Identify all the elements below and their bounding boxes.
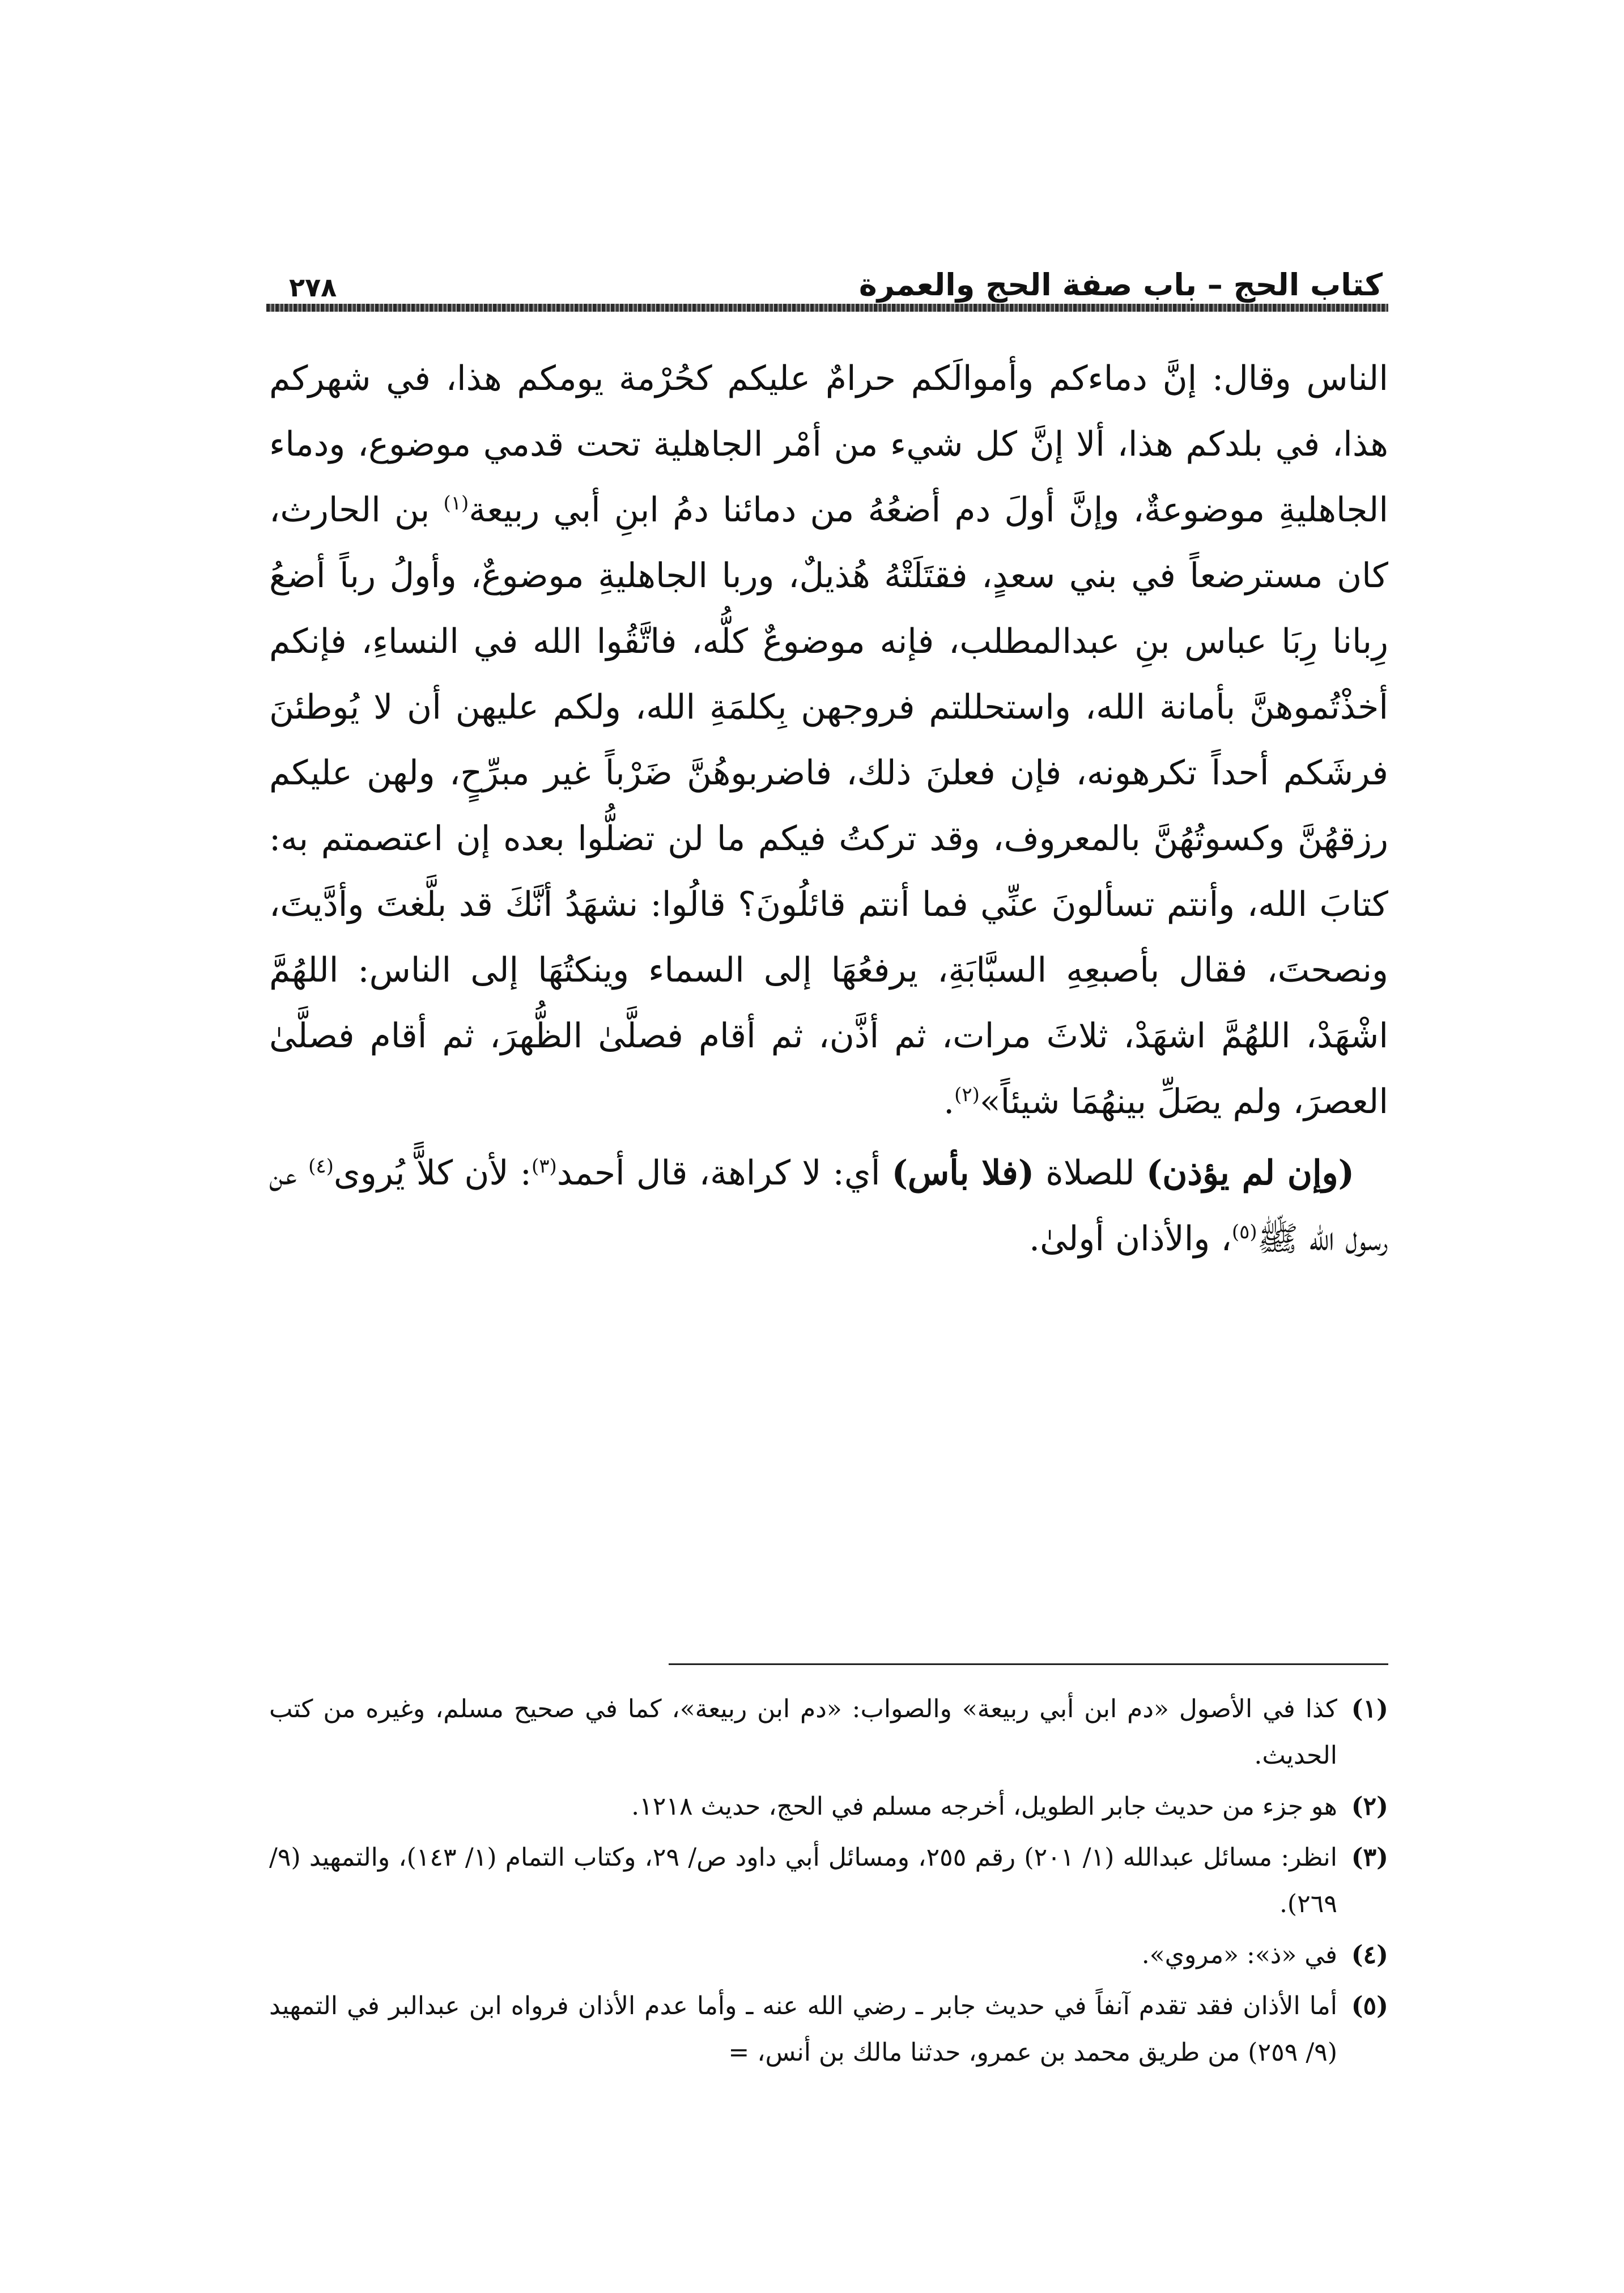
footnote-text: انظر: مسائل عبدالله (١/ ٢٠١) رقم ٢٥٥، ومسائل أبي داود ص/ ٢٩، وكتاب التمام (١/ ١٤٣)، والتمهيد (٩/ ٢٦٩). xyxy=(269,1843,1338,1918)
footnote-number: (١) xyxy=(1351,1695,1388,1723)
footnote-ref-4[interactable]: (٤) xyxy=(308,1155,334,1178)
text-segment: للصلاة xyxy=(1034,1153,1146,1193)
footnote-item xyxy=(269,1983,1388,2076)
footnote-number: (٢) xyxy=(1351,1792,1388,1821)
footnote-text: في «ذ»: «مروي». xyxy=(1141,1940,1337,1969)
text-segment: بن الحارث، كان مسترضعاً في بني سعدٍ، فقتَلَتْهُ هُذيلٌ، وربا الجاهليةِ موضوعٌ، وأولُ رباً أضعُ رِبانا رِبَا عباس بنِ عبدالمطلب، فإنه موضوعٌ كلُّه، فاتَّقُوا الله في النساءِ، فإنكم أخذْتُموهنَّ بأمانة الله، واستحللتم فروجهن بِكلمَةِ الله، ولكم عليهن أن لا يُوطئنَ فرشَكم أحداً تكرهونه، فإن فعلنَ ذلك، فاضربوهُنَّ ضَرْباً غير مبرِّحٍ، ولهن عليكم رزقهُنَّ وكسوتُهُنَّ بالمعروف، وقد تركتُ فيكم ما لن تضلُّوا بعده إن اعتصمتم به: كتابَ الله، وأنتم تسألونَ عنِّي فما أنتم قائلُونَ؟ قالُوا: نشهَدُ أنَّكَ قد بلَّغتَ وأدَّيتَ، ونصحتَ، فقال بأصبعِهِ السبَّابَةِ، يرفعُهَا إلى السماء وينكتُهَا إلى الناس: اللهُمَّ اشْهَدْ، اللهُمَّ اشهَدْ، ثلاثَ مرات، ثم أذَّن، ثم أقام فصلَّىٰ الظُّهرَ، ثم أقام فصلَّىٰ العصرَ، ولم يصَلِّ بينهُمَا شيئاً» xyxy=(269,490,1389,1122)
page-number: ٢٧٨ xyxy=(289,272,337,303)
header-rule xyxy=(266,304,1388,312)
hadith-paragraph xyxy=(269,346,1388,1135)
text-segment: : لأن كلاًّ يُروى xyxy=(333,1153,532,1193)
footnote-item xyxy=(269,1932,1388,1978)
matn-phrase: (فلا بأس) xyxy=(891,1153,1035,1193)
footnote-text: هو جزء من حديث جابر الطويل، أخرجه مسلم في الحج، حديث ١٢١٨. xyxy=(631,1792,1337,1821)
text-segment: أي: لا كراهة، قال أحمد xyxy=(556,1153,892,1193)
footnote-number: (٣) xyxy=(1351,1843,1388,1872)
footnote-ref-2[interactable]: (٢) xyxy=(954,1084,980,1106)
text-segment: . xyxy=(943,1082,955,1122)
footnote-ref-3[interactable]: (٣) xyxy=(531,1155,557,1178)
footnote-separator xyxy=(669,1663,1388,1665)
text-segment: الناس وقال: إنَّ دماءكم وأموالَكم حرامٌ عليكم كحُرْمة يومكم هذا، في شهركم هذا، في بلدكم هذا، ألا إنَّ كل شيء من أمْر الجاهلية تحت قدمي موضوع، ودماء الجاهليةِ موضوعةٌ، وإنَّ أولَ دم أضعُهُ من دمائنا دمُ ابنِ أبي ربيعة xyxy=(269,359,1388,530)
footnotes xyxy=(269,1686,1388,2080)
footnote-text: كذا في الأصول «دم ابن أبي ربيعة» والصواب: «دم ابن ربيعة»، كما في صحيح مسلم، وغيره من كتب الحديث. xyxy=(269,1695,1337,1770)
main-text xyxy=(269,346,1388,1272)
footnote-number: (٤) xyxy=(1351,1940,1388,1969)
matn-phrase: (وإن لم يؤذن) xyxy=(1146,1153,1355,1193)
text-segment: ، والأذان أولىٰ. xyxy=(1029,1219,1232,1259)
footnote-text: أما الأذان فقد تقدم آنفاً في حديث جابر ـ رضي الله عنه ـ وأما عدم الأذان فرواه ابن عبدالبر في التمهيد (٩/ ٢٥٩) من طريق محمد بن عمرو، حدثنا مالك بن أنس، = xyxy=(269,1991,1337,2067)
footnote-ref-1[interactable]: (١) xyxy=(443,492,469,515)
footnote-item xyxy=(269,1784,1388,1830)
footnote-number: (٥) xyxy=(1351,1991,1388,2020)
footnote-ref-5[interactable]: (٥) xyxy=(1231,1221,1257,1243)
page-header xyxy=(266,249,1388,303)
footnote-item xyxy=(269,1686,1388,1779)
commentary-paragraph xyxy=(269,1140,1388,1272)
footnote-item xyxy=(269,1835,1388,1927)
running-title: كتاب الحج – باب صفة الحج والعمرة xyxy=(858,267,1383,303)
text-segment: عن رسول الله ﷺ xyxy=(269,1153,1388,1259)
